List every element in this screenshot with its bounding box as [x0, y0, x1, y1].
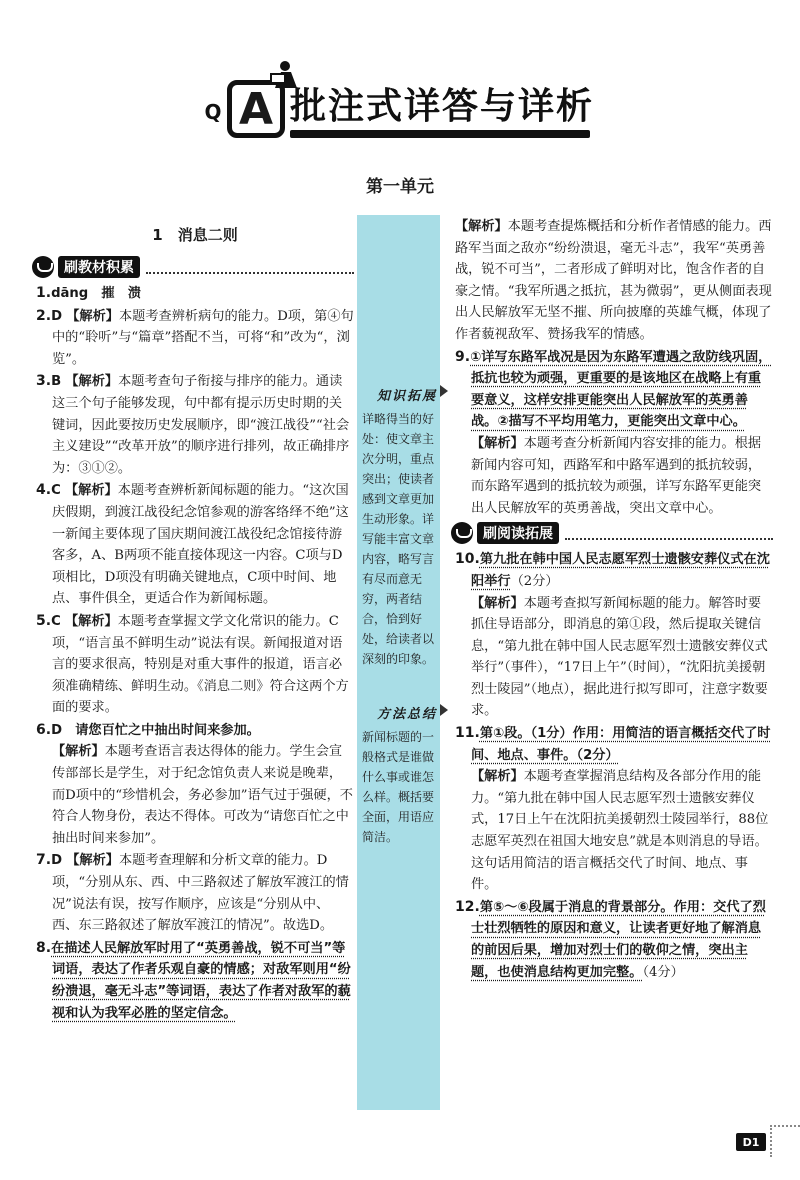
answer-item [36, 720, 354, 850]
item-text: 本题考查辨析新闻标题的能力。“这次国庆假期，到渡江战役纪念馆参观的游客络绎不绝”这一新闻主要体现了国庆期间渡江战役纪念馆接待游客多，A、B两项不能直接体现这一内容。C项与D项相比，D项没有明确关键地点，C项中时间、地点、事件俱全，更适合作为新闻标题。 [52, 483, 349, 607]
item-text: 本题考查掌握文学文化常识的能力。C项，“语言虽不鲜明生动”说法有误。新闻报道对语言的要求很高，特别是对重大事件的报道，语言必须准确精练、鲜明生动。《消息二则》符合这两个方面的要求。 [52, 613, 349, 716]
item-answer: dāng 摧 溃 [51, 286, 141, 301]
item-text: 本题考查辨析病句的能力。D项，第④句中的“聆听”与“篇章”搭配不当，可将“和”改为“，浏览”。 [52, 308, 354, 367]
answer-item [455, 347, 773, 520]
item-answer-underlined: 第九批在韩中国人民志愿军烈士遗骸安葬仪式在沈阳举行 [471, 552, 770, 589]
item-number: 3. [36, 373, 52, 390]
score-note: （4分） [642, 964, 684, 980]
answer-item [36, 306, 354, 371]
item-number: 7. [36, 852, 52, 869]
item-text: 本题考查提炼概括和分析作者情感的能力。西路军当面之敌亦“纷纷溃退，毫无斗志”，我军“英勇善战，锐不可当”，二者形成了鲜明对比，饱含作者的自豪之情。“我军所遇之抵抗，甚为微弱”，更从侧面表现出人民解放军无坚不摧、所向披靡的英雄气概，体现了作者藐视敌军、赞扬我军的情感。 [455, 219, 772, 342]
section-textbook [32, 255, 354, 279]
brush-icon [32, 256, 54, 278]
answer-item [455, 216, 773, 346]
section-reading [451, 521, 773, 545]
analysis-tag: 【解析】 [455, 219, 508, 234]
note-method-text: 新闻标题的一般格式是谁做什么事或谁怎么样。概括要全面，用语应简洁。 [362, 730, 435, 844]
item-answer: B [51, 374, 62, 390]
item-number: 6. [36, 721, 52, 738]
answer-item [455, 723, 773, 896]
section-label: 刷教材积累 [58, 256, 140, 278]
item-answer: C [51, 613, 61, 629]
analysis-tag: 【解析】 [64, 613, 118, 629]
item-number: 8. [36, 939, 52, 956]
logo-a: A [227, 80, 285, 138]
right-column [455, 216, 773, 984]
lesson-title: 1 消息二则 [152, 226, 238, 244]
dotted-rule [565, 526, 773, 540]
analysis-tag: 【解析】 [66, 308, 119, 324]
item-text: 本题考查掌握消息结构及各部分作用的能力。“第九批在韩中国人民志愿军烈士遗骸安葬仪式，17日上午在沈阳抗美援朝烈士陵园举行，88位志愿军英烈在祖国大地安息”就是本则消息的导语。这句话用简洁的语言概括交代了时间、地点、事件。 [471, 769, 769, 893]
analysis-tag: 【解析】 [65, 374, 119, 390]
item-text: 本题考查语言表达得体的能力。学生会宣传部部长是学生，对于纪念馆负责人来说是晚辈，而D项中的“珍惜机会，务必参加”语气过于强硬，不符合人物身份，表达不得体。可改为“请您百忙之中抽出时间来参加”。 [52, 744, 353, 846]
answer-item [36, 850, 354, 936]
analysis-tag: 【解析】 [471, 769, 524, 785]
left-column [36, 224, 354, 1025]
section-label: 刷阅读拓展 [477, 522, 559, 544]
item-number: 9. [455, 348, 471, 365]
logo-q: Q [195, 92, 231, 132]
note-knowledge-text: 详略得当的好处：使文章主次分明，重点突出；使读者感到文章更加生动形象。详写能丰富文章内容，略写言有尽而意无穷，两者结合，恰到好处，给读者以深刻的印象。 [362, 412, 435, 666]
score-note: （2分） [510, 573, 559, 589]
item-number: 11. [455, 725, 480, 742]
item-number: 1. [36, 285, 52, 301]
analysis-tag: 【解析】 [64, 483, 118, 499]
answer-item [36, 611, 354, 719]
item-answer: D 请您百忙之中抽出时间来参加。 [51, 722, 260, 738]
arrow-icon [440, 385, 448, 397]
annotation-sidebar [357, 215, 440, 1110]
answer-item [36, 480, 354, 610]
brush-icon [451, 522, 473, 544]
note-method-heading: 方法总结 [376, 707, 437, 722]
item-answer: C [51, 483, 61, 499]
arrow-icon [440, 704, 448, 716]
page-corner-decoration [770, 1125, 800, 1157]
page-number: D1 [736, 1133, 766, 1151]
dotted-rule [146, 260, 354, 274]
item-number: 4. [36, 482, 52, 499]
analysis-tag: 【解析】 [471, 435, 524, 451]
item-text: 本题考查分析新闻内容安排的能力。根据新闻内容可知，西路军和中路军遇到的抵抗较弱，而东路军遇到的抵抗较为顽强，详写东路军更能突出人民解放军的英勇善战，突出文章中心。 [471, 435, 762, 516]
analysis-tag: 【解析】 [52, 744, 105, 760]
note-knowledge-heading: 知识拓展 [376, 389, 437, 404]
answer-item [36, 371, 354, 479]
item-text: 本题考查句子衔接与排序的能力。通读这三个句子能够发现，句中都有提示历史时期的关键词，因此要按历史发展顺序，即“渡江战役”“社会主义建设”“改革开放”的顺序进行排列，故正确排序为：③①②。 [52, 374, 350, 476]
item-answer-underlined: ①详写东路军战况是因为东路军遭遇之敌防线巩固，抵抗也较为顽强，更重要的是该地区在战略上有重要意义，这样安排更能突出人民解放军的英勇善战。②描写不平均用笔力，更能突出文章中心。 [470, 349, 772, 430]
item-answer-underlined: 第①段。（1分）作用：用简洁的语言概括交代了时间、地点、事件。（2分） [471, 726, 771, 763]
item-answer: D [51, 308, 63, 324]
answer-item [36, 938, 354, 1024]
analysis-tag: 【解析】 [471, 595, 524, 611]
item-number: 2. [36, 307, 52, 324]
item-answer-underlined: 在描述人民解放军时用了“英勇善战，锐不可当”等词语，表达了作者乐观自豪的情感；对敌军则用“纷纷溃退，毫无斗志”等词语，表达了作者对敌军的藐视和认为我军必胜的坚定信念。 [51, 940, 351, 1021]
analysis-tag: 【解析】 [66, 853, 119, 869]
unit-title: 第一单元 [366, 177, 434, 197]
answer-item [455, 549, 773, 722]
item-answer-underlined: 第⑤～⑥段属于消息的背景部分。作用：交代了烈士壮烈牺牲的原因和意义，让读者更好地了解消息的前因后果，增加对烈士们的敬仰之情，突出主题，也使消息结构更加完整。 [471, 899, 766, 980]
item-number: 12. [455, 898, 480, 915]
title-underline [290, 130, 590, 138]
item-number: 10. [455, 551, 480, 568]
page-title: 批注式详答与详析 [290, 86, 595, 127]
item-text: 本题考查理解和分析文章的能力。D项，“分别从东、西、中三路叙述了解放军渡江的情况”说法有误，按写作顺序，应该是“分别从中、西、东三路叙述了解放军渡江的情况”。故选D。 [52, 853, 349, 934]
item-text: 本题考查拟写新闻标题的能力。解答时要抓住导语部分，即消息的第①段，然后提取关键信息，“第九批在韩中国人民志愿军烈士遗骸安葬仪式举行”（事件），“17日上午”（时间），“沈阳抗美援朝烈士陵园”（地点），据此进行拟写即可，注意字数要求。 [471, 595, 768, 719]
answer-item [36, 283, 354, 305]
item-answer: D [51, 853, 63, 869]
item-number: 5. [36, 612, 52, 629]
answer-item [455, 897, 773, 983]
page-header [195, 60, 615, 150]
